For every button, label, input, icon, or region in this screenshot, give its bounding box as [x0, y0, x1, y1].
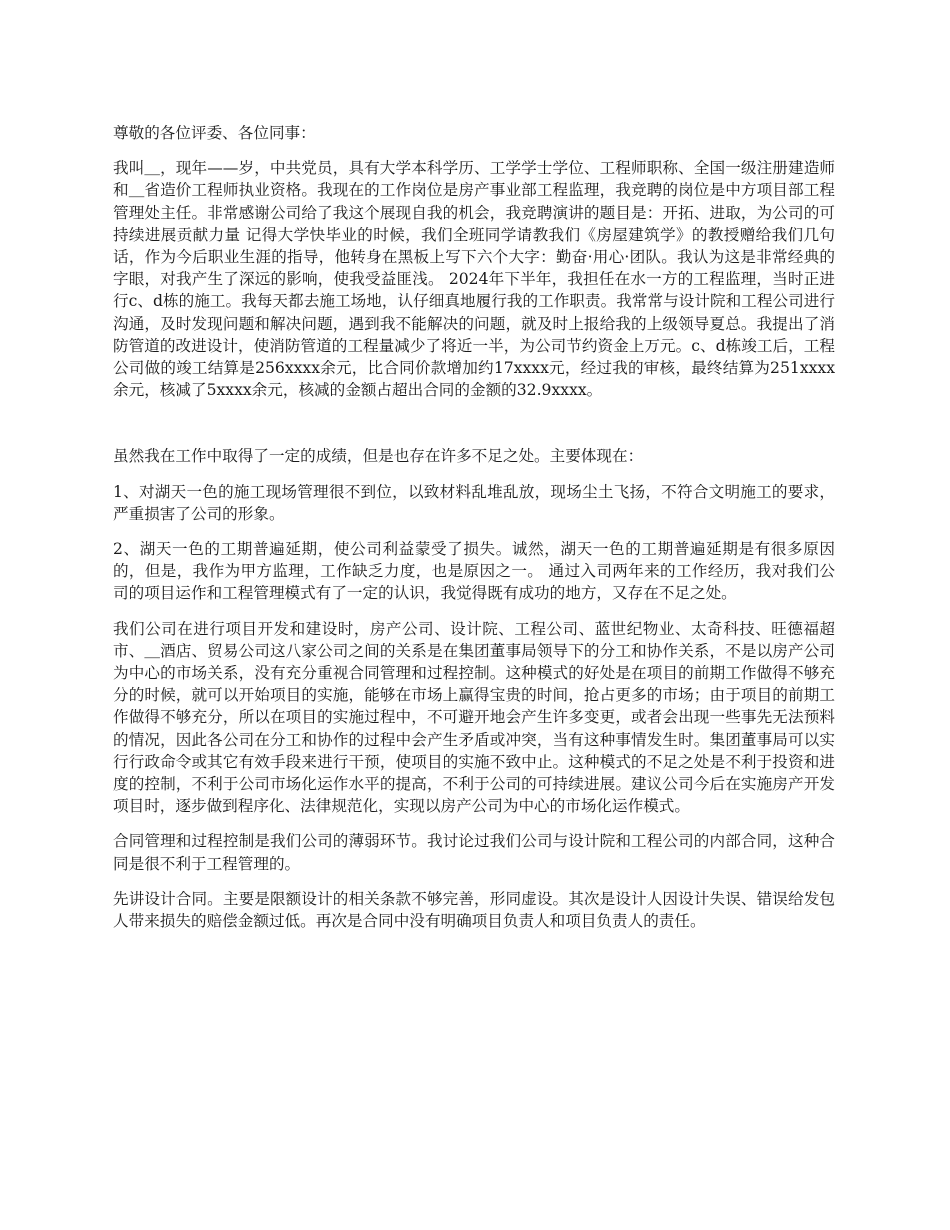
salutation: 尊敬的各位评委、各位同事：: [113, 124, 316, 142]
paragraph-company-model: 我们公司在进行项目开发和建设时，房产公司、设计院、工程公司、蓝世纪物业、太奇科技、旺德福超市、＿酒店、贸易公司这八家公司之间的关系是在集团董事局领导下的分工和协作关系，不是以房产公司为中心的市场关系，没有充分重视合同管理和过程控制。这种模式的好处是在项目的前期工作做得不够充分的时候，就可以开始项目的实施，能够在市场上赢得宝贵的时间，抢占更多的市场；由于项目的前期工作做得不够充分，所以在项目的实施过程中，不可避开地会产生许多变更，或者会出现一些事先无法预料的情况，因此各公司在分工和协作的过程中会产生矛盾或冲突，当有这种事情发生时。集团董事局可以实行行政命令或其它有效手段来进行干预，使项目的实施不致中止。这种模式的不足之处是不利于投资和进度的控制，不利于公司市场化运作水平的提高，不利于公司的可持续进展。建议公司今后在实施房产开发项目时，逐步做到程序化、法律规范化，实现以房产公司为中心的市场化运作模式。: [113, 619, 835, 816]
paragraph-shortcomings-intro: 虽然我在工作中取得了一定的成绩，但是也存在许多不足之处。主要体现在：: [113, 447, 644, 466]
paragraph-self-introduction: 我叫＿，现年——岁，中共党员，具有大学本科学历、工学学士学位、工程师职称、全国一级注册建造师和＿省造价工程师执业资格。我现在的工作岗位是房产事业部工程监理，我竞聘的岗位是中方项目部工程管理处主任。非常感谢公司给了我这个展现自我的机会，我竞聘演讲的题目是：开拓、进取，为公司的可持续进展贡献力量 记得大学快毕业的时候，我们全班同学请教我们《房屋建筑学》的教授赠给我们几句话，作为今后职业生涯的指导，他转身在黑板上写下六个大字：勤奋·用心·团队。我认为这是非常经典的字眼，对我产生了深远的影响，使我受益匪浅。 2024年下半年，我担任在水一方的工程监理，当时正进行c、d栋的施工。我每天都去施工场地，认仔细真地履行我的工作职责。我常常与设计院和工程公司进行沟通，及时发现问题和解决问题，遇到我不能解决的问题，就及时上报给我的上级领导夏总。我提出了消防管道的改进设计，使消防管道的工程量减少了将近一半，为公司节约资金上万元。c、d栋竣工后，工程公司做的竣工结算是256xxxx余元，比合同价款增加约17xxxx元，经过我的审核，最终结算为251xxxx余元，核减了5xxxx余元，核减的金额占超出合同的金额的32.9xxxx。: [113, 159, 835, 400]
document-body: [113, 122, 835, 945]
paragraph-shortcoming-1: 1、对湖天一色的施工现场管理很不到位，以致材料乱堆乱放，现场尘土飞扬，不符合文明施工的要求，严重损害了公司的形象。: [113, 482, 835, 523]
paragraph-design-contract: 先讲设计合同。主要是限额设计的相关条款不够完善，形同虚设。其次是设计人因设计失误、错误给发包人带来损失的赔偿金额过低。再次是合同中没有明确项目负责人和项目负责人的责任。: [113, 889, 835, 931]
paragraph-contract-management: 合同管理和过程控制是我们公司的薄弱环节。我讨论过我们公司与设计院和工程公司的内部合同，这种合同是很不利于工程管理的。: [113, 832, 835, 873]
paragraph-shortcoming-2: 2、湖天一色的工期普遍延期，使公司利益蒙受了损失。诚然，湖天一色的工期普遍延期是有很多原因的，但是，我作为甲方监理，工作缺乏力度，也是原因之一。 通过入司两年来的工作经历，我对我们公司的项目运作和工程管理模式有了一定的认识，我觉得既有成功的地方，又存在不足之处。: [113, 540, 835, 603]
